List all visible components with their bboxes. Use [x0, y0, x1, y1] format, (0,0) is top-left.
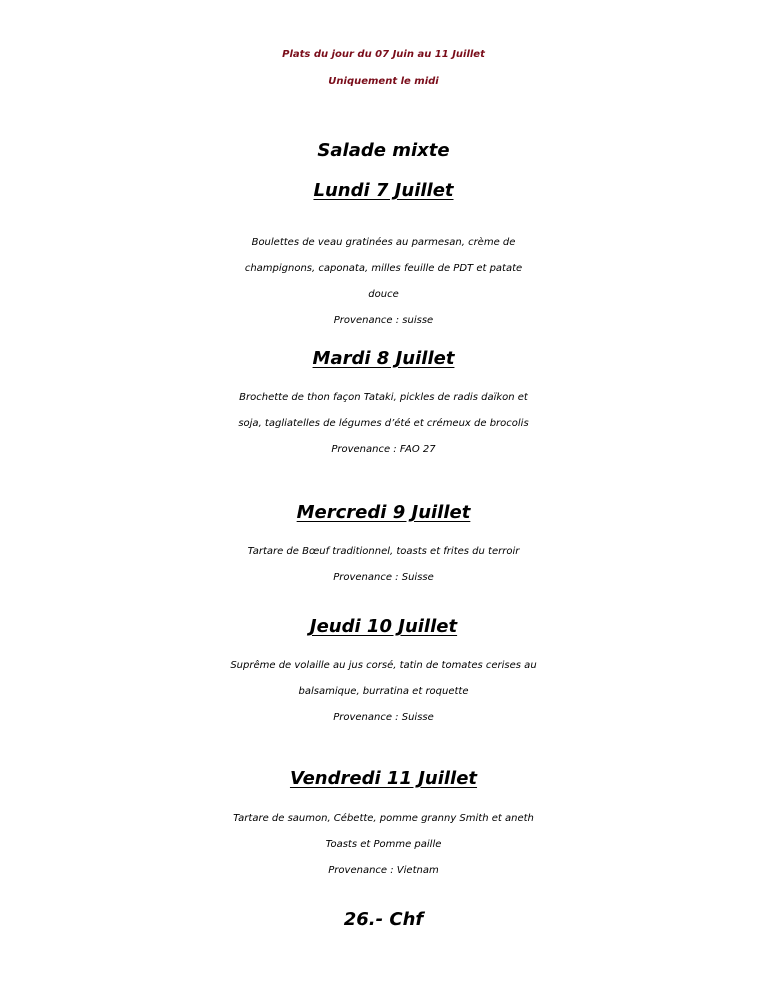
day-heading-wednesday: Mercredi 9 Juillet [296, 502, 471, 523]
price-label: 26.- Chf [343, 909, 424, 930]
starter-label: Salade mixte [317, 140, 450, 161]
dish-line: douce [368, 289, 399, 300]
dish-friday [0, 806, 767, 884]
day-heading-monday: Lundi 7 Juillet [313, 180, 454, 201]
dish-monday [0, 230, 767, 334]
dish-line: Suprême de volaille au jus corsé, tatin de tomates cerises au [230, 660, 537, 671]
dish-line: Brochette de thon façon Tataki, pickles de radis daïkon et [239, 392, 528, 403]
dish-line: champignons, caponata, milles feuille de PDT et patate [244, 263, 523, 274]
dish-origin: Provenance : Suisse [333, 712, 434, 723]
dish-line: Tartare de saumon, Cébette, pomme granny Smith et aneth [233, 813, 534, 824]
menu-title-line-1: Plats du jour du 07 Juin au 11 Juillet [282, 49, 485, 60]
menu-title [0, 41, 767, 95]
day-heading-thursday: Jeudi 10 Juillet [309, 616, 458, 637]
dish-line: Boulettes de veau gratinées au parmesan, crème de [251, 237, 516, 248]
dish-line: soja, tagliatelles de légumes d’été et crémeux de brocolis [238, 418, 529, 429]
dish-thursday [0, 653, 767, 731]
dish-origin: Provenance : FAO 27 [331, 444, 436, 455]
dish-wednesday [0, 539, 767, 591]
dish-origin: Provenance : suisse [333, 315, 434, 326]
dish-origin: Provenance : Suisse [333, 572, 434, 583]
day-heading-tuesday: Mardi 8 Juillet [312, 348, 455, 369]
dish-line: balsamique, burratina et roquette [298, 686, 469, 697]
dish-origin: Provenance : Vietnam [328, 865, 439, 876]
dish-tuesday [0, 385, 767, 463]
menu-title-line-2: Uniquement le midi [328, 76, 439, 87]
day-heading-friday: Vendredi 11 Juillet [289, 768, 478, 789]
dish-line: Tartare de Bœuf traditionnel, toasts et frites du terroir [247, 546, 520, 557]
dish-line: Toasts et Pomme paille [325, 839, 442, 850]
